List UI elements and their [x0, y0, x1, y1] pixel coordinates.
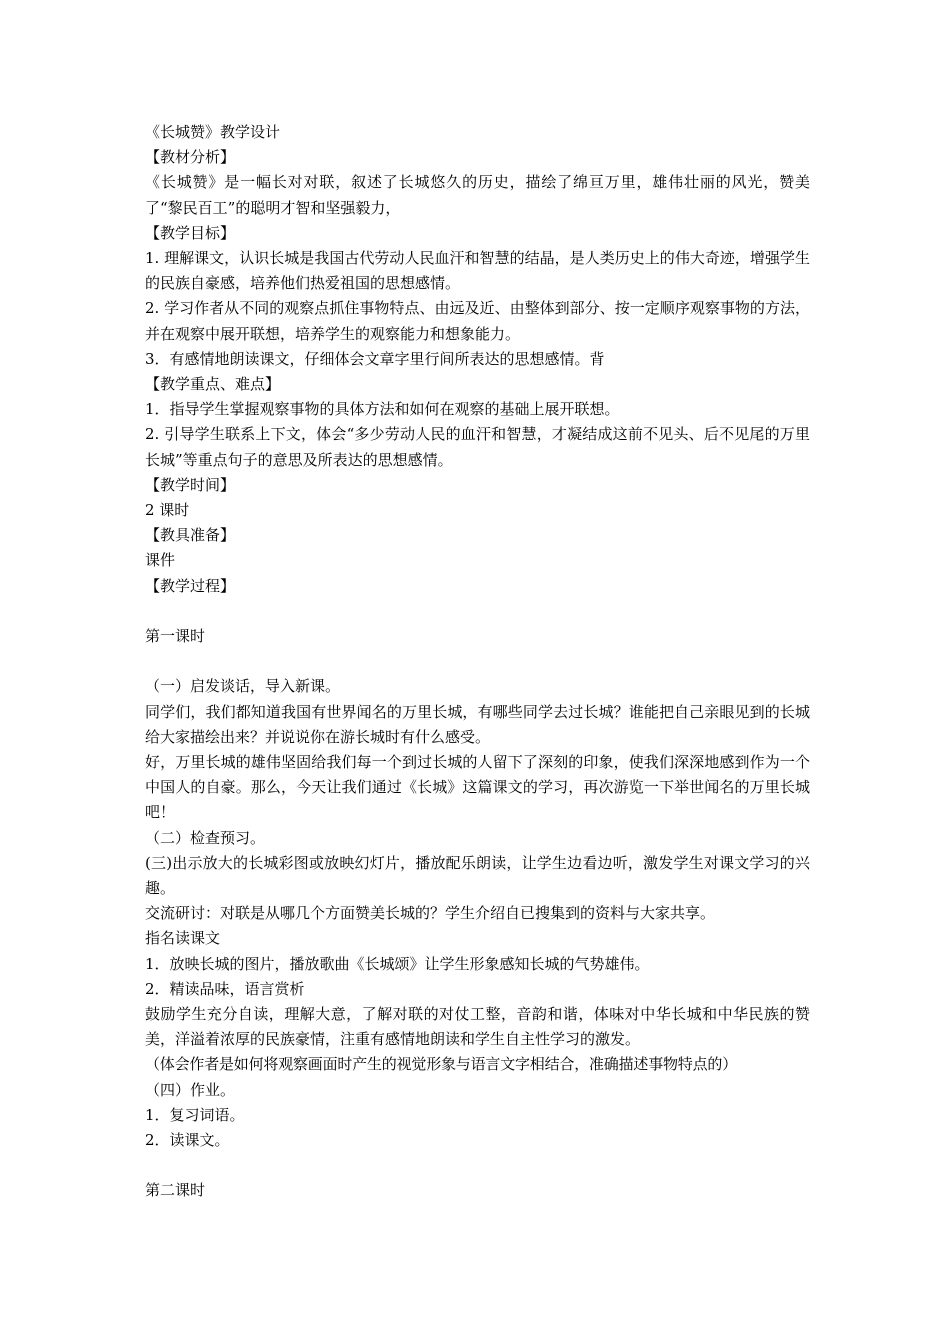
prep-value: 课件 [145, 551, 176, 570]
document-body [145, 120, 810, 1204]
discussion-paragraph: 交流研讨：对联是从哪几个方面赞美长城的？学生介绍自已搜集到的资料与大家共享。 [145, 904, 716, 923]
section-heading-goals: 【教学目标】 [145, 223, 236, 242]
blank-line [145, 599, 810, 624]
reading-paragraph: 鼓励学生充分自读，理解大意，了解对联的对仗工整，音韵和谐，体味对中华长城和中华民族的赞美，洋溢着浓厚的民族豪情，注重有感情地朗读和学生自主性学习的激发。 [145, 1005, 810, 1049]
section-heading-material-analysis: 【教材分析】 [145, 148, 236, 167]
lesson-2-heading: 第二课时 [145, 1181, 206, 1200]
homework-item-2: 2．读课文。 [145, 1131, 230, 1150]
blank-line [145, 1153, 810, 1178]
step-2-heading: （二）检查预习。 [145, 828, 266, 847]
section-heading-key-points: 【教学重点、难点】 [145, 375, 281, 394]
material-analysis-paragraph: 《长城赞》是一幅长对对联，叙述了长城悠久的历史，描绘了绵亘万里，雄伟壮丽的风光，赞美了“黎民百工”的聪明才智和坚强毅力， [145, 173, 810, 217]
document-title: 《长城赞》教学设计 [145, 123, 281, 141]
step-1-paragraph-1: 同学们，我们都知道我国有世界闻名的万里长城，有哪些同学去过长城？谁能把自己亲眼见到的长城给大家描绘出来？并说说你在游长城时有什么感受。 [145, 702, 810, 746]
reading-item-2: 2．精读品味，语言赏析 [145, 979, 305, 998]
key-point-item-2: 2. 引导学生联系上下文，体会“多少劳动人民的血汗和智慧，才凝结成这前不见头、后不见尾的万里长城”等重点句子的意思及所表达的思想感情。 [145, 425, 810, 469]
section-heading-prep: 【教具准备】 [145, 526, 236, 545]
reading-heading: 指名读课文 [145, 929, 221, 948]
lesson-1-heading: 第一课时 [145, 627, 206, 646]
section-heading-process: 【教学过程】 [145, 576, 236, 595]
reading-note: （体会作者是如何将观察画面时产生的视觉形象与语言文字相结合，准确描述事物特点的） [145, 1055, 738, 1074]
reading-item-1: 1．放映长城的图片，播放歌曲《长城颂》让学生形象感知长城的气势雄伟。 [145, 954, 650, 973]
time-value: 2 课时 [145, 501, 190, 520]
goal-item-3: 3．有感情地朗读课文，仔细体会文章字里行间所表达的思想感情。背 [145, 349, 605, 368]
goal-item-2: 2. 学习作者从不同的观察点抓住事物特点、由远及近、由整体到部分、按一定顺序观察事物的方法，并在观察中展开联想，培养学生的观察能力和想象能力。 [145, 299, 810, 343]
goal-item-1: 1. 理解课文，认识长城是我国古代劳动人民血汗和智慧的结晶，是人类历史上的伟大奇迹，增强学生的民族自豪感，培养他们热爱祖国的思想感情。 [145, 249, 810, 293]
step-1-paragraph-2: 好，万里长城的雄伟坚固给我们每一个到过长城的人留下了深刻的印象，使我们深深地感到作为一个中国人的自豪。那么，今天让我们通过《长城》这篇课文的学习，再次游览一下举世闻名的万里长城吧！ [145, 753, 810, 822]
homework-item-1: 1．复习词语。 [145, 1105, 245, 1124]
blank-line [145, 649, 810, 674]
section-heading-time: 【教学时间】 [145, 475, 236, 494]
step-4-heading: （四）作业。 [145, 1080, 236, 1099]
key-point-item-1: 1．指导学生掌握观察事物的具体方法和如何在观察的基础上展开联想。 [145, 400, 620, 419]
step-3-paragraph: (三)出示放大的长城彩图或放映幻灯片，播放配乐朗读，让学生边看边听，激发学生对课文学习的兴趣。 [145, 853, 810, 898]
step-1-heading: （一）启发谈话，导入新课。 [145, 677, 341, 696]
